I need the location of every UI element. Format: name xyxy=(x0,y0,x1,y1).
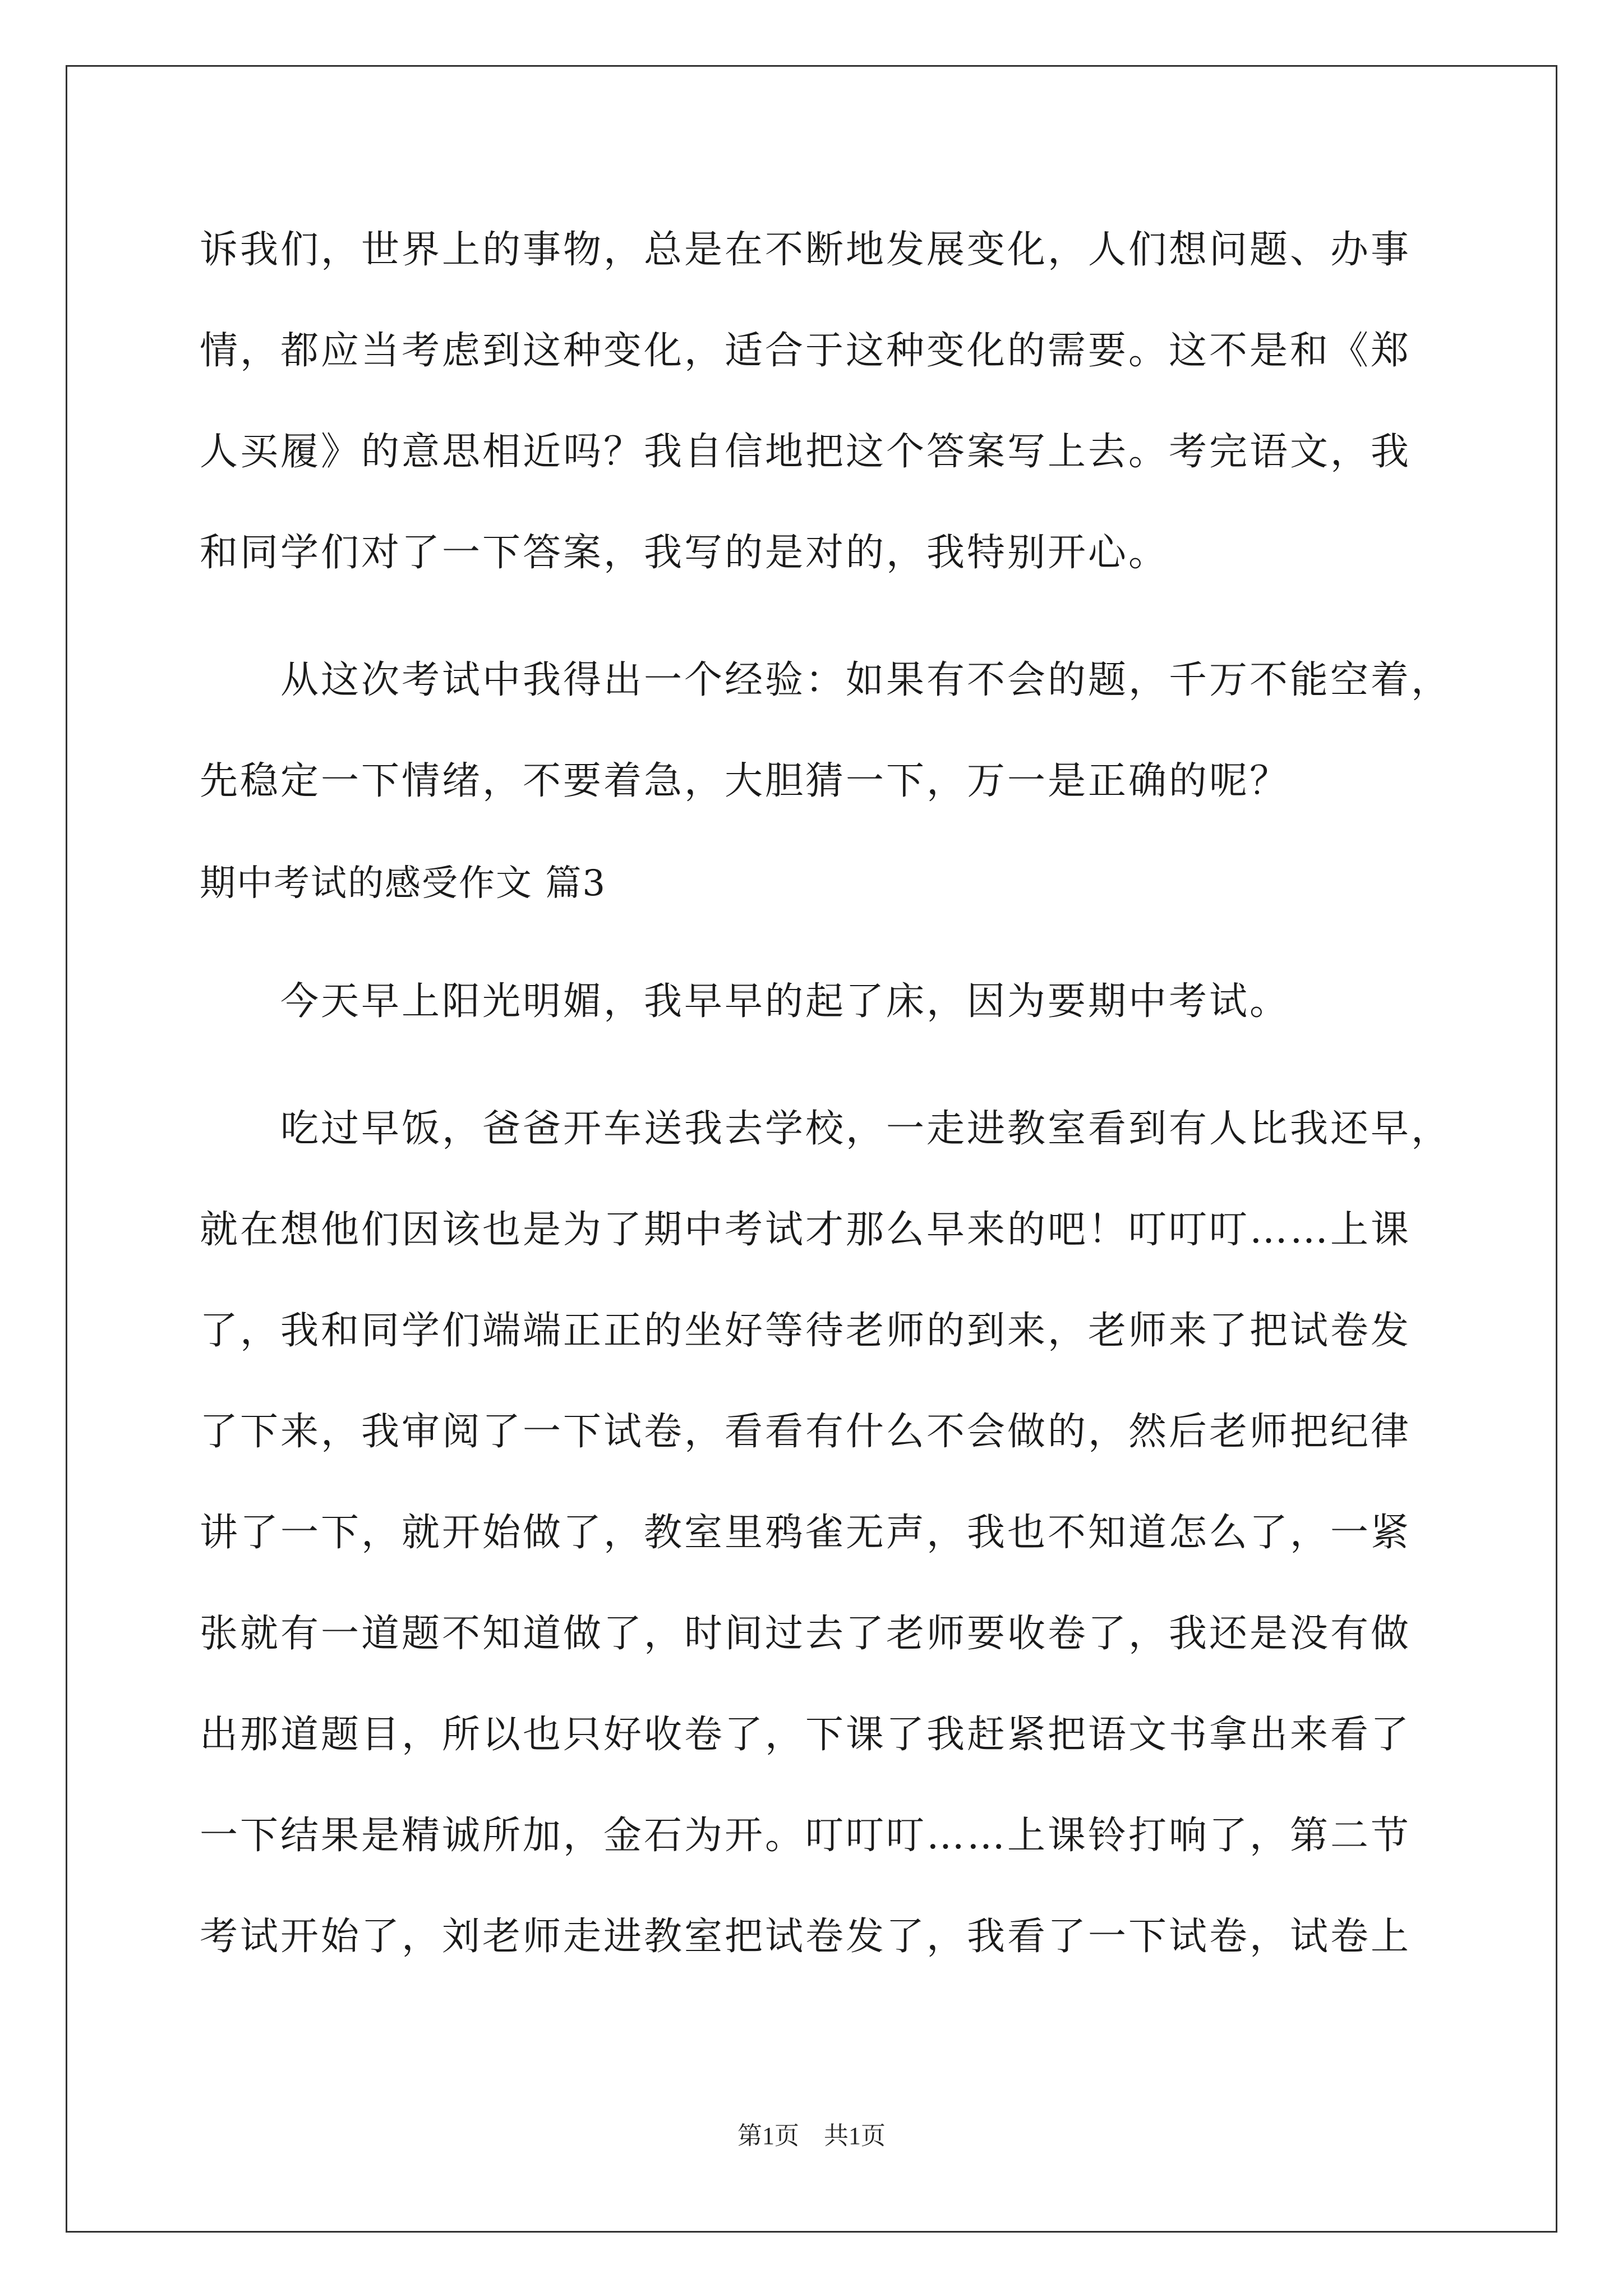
paragraph-4-line-6: 张就有一道题不知道做了，时间过去了老师要收卷了，我还是没有做 xyxy=(200,1612,1412,1656)
paragraph-4-line-8: 一下结果是精诚所加，金石为开。叮叮叮……上课铃打响了，第二节 xyxy=(200,1814,1412,1858)
paragraph-3-line-1: 今天早上阳光明媚，我早早的起了床，因为要期中考试。 xyxy=(280,979,1290,1024)
paragraph-1-line-1: 诉我们，世界上的事物，总是在不断地发展变化，人们想问题、办事 xyxy=(200,228,1412,272)
paragraph-1-line-4: 和同学们对了一下答案，我写的是对的，我特别开心。 xyxy=(200,531,1169,575)
paragraph-4-line-4: 了下来，我审阅了一下试卷，看看有什么不会做的，然后老师把纪律 xyxy=(200,1410,1412,1454)
paragraph-2-line-1: 从这次考试中我得出一个经验：如果有不会的题，千万不能空着， xyxy=(280,658,1452,702)
paragraph-1-line-2: 情，都应当考虑到这种变化，适合于这种变化的需要。这不是和《郑 xyxy=(200,329,1412,373)
paragraph-4-line-1: 吃过早饭，爸爸开车送我去学校，一走进教室看到有人比我还早， xyxy=(280,1107,1452,1151)
paragraph-4-line-5: 讲了一下，就开始做了，教室里鸦雀无声，我也不知道怎么了，一紧 xyxy=(200,1511,1412,1555)
paragraph-1-line-3: 人买履》的意思相近吗？我自信地把这个答案写上去。考完语文，我 xyxy=(200,430,1412,474)
paragraph-2-line-2: 先稳定一下情绪，不要着急，大胆猜一下，万一是正确的呢？ xyxy=(200,759,1290,803)
section-heading: 期中考试的感受作文 篇3 xyxy=(200,863,607,904)
page-footer: 第1页 共1页 xyxy=(737,2122,886,2150)
paragraph-4-line-9: 考试开始了，刘老师走进教室把试卷发了，我看了一下试卷，试卷上 xyxy=(200,1915,1412,1959)
paragraph-4-line-2: 就在想他们因该也是为了期中考试才那么早来的吧！叮叮叮……上课 xyxy=(200,1208,1412,1252)
paragraph-4-line-7: 出那道题目，所以也只好收卷了，下课了我赶紧把语文书拿出来看了 xyxy=(200,1713,1412,1757)
paragraph-4-line-3: 了，我和同学们端端正正的坐好等待老师的到来，老师来了把试卷发 xyxy=(200,1309,1412,1353)
